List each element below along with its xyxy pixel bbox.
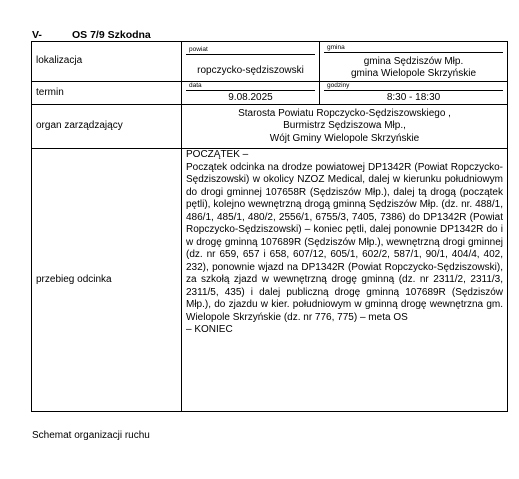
- organ-line-2: Burmistrz Sędziszowa Młp.,: [283, 120, 406, 132]
- cell-powiat: [182, 42, 320, 82]
- row-termin: [32, 82, 508, 105]
- label-termin: termin: [32, 82, 182, 105]
- organ-line-3: Wójt Gminy Wielopole Skrzyńskie: [269, 132, 420, 144]
- section-number: V-: [32, 29, 42, 41]
- sublabel-data: data: [186, 82, 315, 91]
- label-przebieg: przebieg odcinka: [32, 149, 182, 412]
- cell-organ: [182, 105, 508, 149]
- sublabel-gmina: gmina: [324, 44, 503, 53]
- row-lokalizacja: [32, 42, 508, 82]
- value-gmina-2: gmina Wielopole Skrzyńskie: [350, 67, 477, 79]
- value-gmina-1: gmina Sędziszów Młp.: [363, 55, 464, 67]
- label-lokalizacja: lokalizacja: [32, 42, 182, 82]
- sublabel-godziny: godziny: [324, 82, 503, 91]
- row-przebieg: [32, 149, 508, 412]
- cell-godziny: [320, 82, 508, 105]
- przebieg-start: POCZĄTEK –: [186, 149, 249, 160]
- organ-line-1: Starosta Powiatu Ropczycko-Sędziszowskiego ,: [238, 107, 451, 119]
- value-powiat: ropczycko-sędziszowski: [197, 65, 304, 76]
- schema-caption: Schemat organizacji ruchu: [32, 430, 150, 441]
- przebieg-text: Początek odcinka na drodze powiatowej DP1342R (Powiat Ropczycko-Sędziszowski) w okolicy NZOZ Medical, dalej w kierunku południowym do drogi gminnej 107658R (Sędziszów Młp.), dalej tą drogą (początek pętli), kolejno wewnętrzną drogą gminną Sędziszów Młp. (dz. nr. 488/1, 486/1, 485/1, 480/2, 2556/1, 6755/3, 7405, 7386) do DP1342R (Powiat Ropczycko-Sędziszowski) – koniec pętli, dalej ponownie DP1342R do i w drogę gminną 107689R (Sędziszów Młp.), wewnętrzną drogi gminnej (dz. nr 659, 657 i 658, 607/12, 605/1, 602/2, 587/1, 90/1, 404/4, 402, 232), ponownie wjazd na DP1342R (Powiat Ropczycko-Sędziszowski), za szkołą zjazd w wewnętrzną drogę gminną (dz. nr 2311/2, 2311/3, 2311/5, 435) i dalej publiczną drogę gminną 107689R (Sędziszów Młp.), do zjazdu w kier. południowym w gminną drogę wewnętrzna gm. Wielopole Skrzyńskie (dz. nr 776, 775) – meta OS: [186, 161, 503, 323]
- section-title: OS 7/9 Szkodna: [72, 29, 151, 41]
- przebieg-end: – KONIEC: [186, 324, 233, 335]
- cell-gmina: [320, 42, 508, 82]
- cell-data: [182, 82, 320, 105]
- label-organ: organ zarządzający: [32, 105, 182, 149]
- section-header: [32, 29, 151, 41]
- cell-przebieg: [182, 149, 508, 412]
- value-data: 9.08.2025: [228, 92, 273, 103]
- value-godziny: 8:30 - 18:30: [386, 92, 441, 103]
- sublabel-powiat: powiat: [186, 46, 315, 55]
- stage-info-table: [31, 41, 508, 412]
- row-organ: [32, 105, 508, 149]
